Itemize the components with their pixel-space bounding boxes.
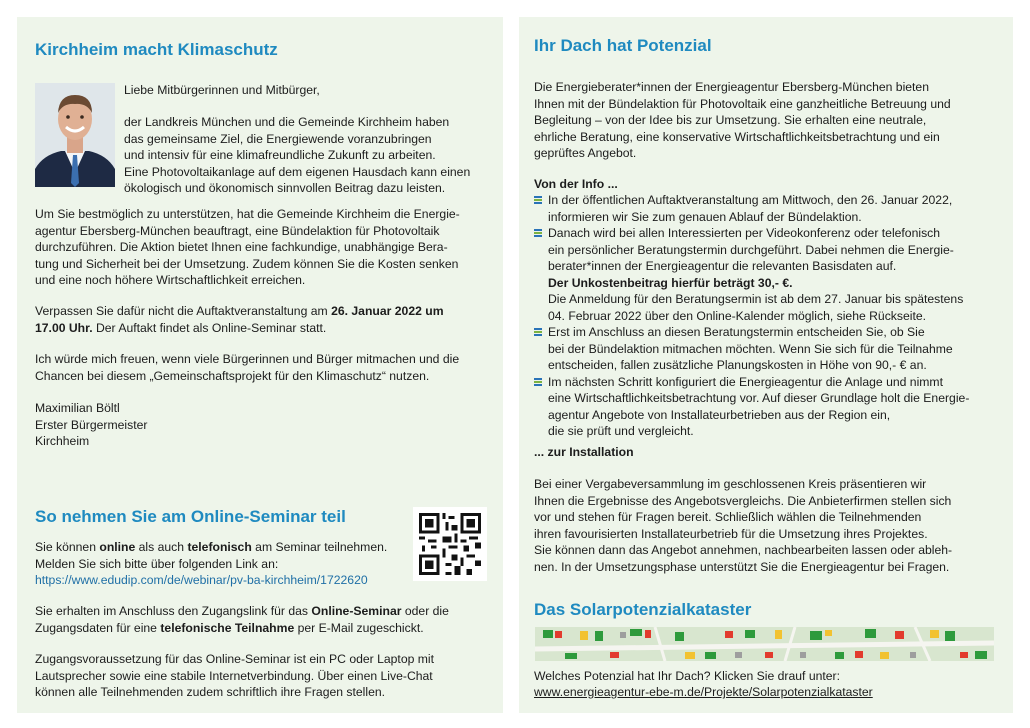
installation-subheading: ... zur Installation [534,445,634,459]
heading-dach-potenzial: Ihr Dach hat Potenzial [534,36,712,55]
left-panel [17,17,503,713]
kataster-link[interactable]: www.energieagentur-ebe-m.de/Projekte/Solarpotenzialkataster [534,685,873,699]
support-paragraph: Um Sie bestmöglich zu unterstützen, hat die Gemeinde Kirchheim die Energie- agentur Ebersberg-München beauftragt, eine Bündelaktion für Photovoltaik durchzuführen. Die Aktion bietet Ihnen eine fachkundige, unabhängige Bera- tung und Sicherheit bei der Umsetzung. Zudem können Sie die Kosten senken und eine noch höhere Wirtschaftlichkeit erreichen. [35,207,460,287]
event-paragraph: Verpassen Sie dafür nicht die Auftaktveranstaltung am 26. Januar 2022 um 17.00 Uhr. Der Auftakt findet als Online-Seminar statt. [35,304,444,335]
list-item: Danach wird bei allen Interessierten per Videokonferenz oder telefonisch ein persönlicher Beratungstermin durchgeführt. Dabei nehmen die Energie- berater*innen der Energieagentur die relevanten Basisdaten auf. Der Unkostenbeitrag hierfür beträgt 30,- €. Die Anmeldung für den Beratungsermin ist ab dem 27. Januar bis spätestens 04. Februar 2022 über den Online-Kalender möglich, siehe Rückseite. [534,225,969,324]
heading-online-seminar: So nehmen Sie am Online-Seminar teil [35,507,346,526]
list-item: Im nächsten Schritt konfiguriert die Energieagentur die Anlage und nimmt eine Wirtschaftlichkeitsbetrachtung vor. Auf dieser Grundlage holt die Energie- agentur Angebote von Installateurbetrieben aus der Region ein, die sie prüft und vergleicht. [534,374,969,440]
seminar-paragraph-3: Zugangsvoraussetzung für das Online-Seminar ist ein PC oder Laptop mit Lautsprecher sowie eine stabile Internetverbindung. Über einen Live-Chat können alle Teilnehmenden zudem schriftlich ihre Fragen stellen. [35,652,435,699]
seminar-paragraph-1: Sie können online als auch telefonisch am Seminar teilnehmen. Melden Sie sich bitte über folgenden Link an: https://www.edudip.com/de/webinar/pv-ba-kirchheim/1722620 [35,540,388,587]
info-subheading: Von der Info ... [534,177,618,191]
process-steps-list [534,192,969,440]
kataster-caption: Welches Potenzial hat Ihr Dach? Klicken Sie drauf unter: [534,669,840,683]
webinar-qr-code[interactable] [413,507,487,581]
energieberater-paragraph: Die Energieberater*innen der Energieagentur Ebersberg-München bieten Ihnen mit der Bündelaktion für Photovoltaik eine ganzheitliche Betreuung und Begleitung – von der Idee bis zur Umsetzung. Sie erhalten eine neutrale, ehrliche Beratung, eine konservative Wirtschaftlichkeitsbetrachtung und ein geprüftes Angebot. [534,80,951,160]
bullet-icon [534,229,542,237]
intro-paragraph: der Landkreis München und die Gemeinde Kirchheim haben das gemeinsame Ziel, die Energiewende voranzubringen und intensiv für eine klimafreundliche Zukunft zu arbeiten. Eine Photovoltaikanlage auf dem eigenen Hausdach kann einen ökologisch und ökonomisch sinnvollen Beitrag dazu leisten. [124,115,471,195]
greeting: Liebe Mitbürgerinnen und Mitbürger, [124,83,320,97]
heading-kirchheim-klimaschutz: Kirchheim macht Klimaschutz [35,40,278,59]
webinar-link[interactable]: https://www.edudip.com/de/webinar/pv-ba-kirchheim/1722620 [35,573,368,587]
right-panel [519,17,1013,713]
seminar-paragraph-2: Sie erhalten im Anschluss den Zugangslink für das Online-Seminar oder die Zugangsdaten für eine telefonische Teilnahme per E-Mail zugeschickt. [35,604,449,635]
heading-solarpotenzialkataster: Das Solarpotenzialkataster [534,600,752,619]
list-item: Erst im Anschluss an diesen Beratungstermin entscheiden Sie, ob Sie bei der Bündelaktion mitmachen möchten. Wenn Sie sich für die Teilnahme entscheiden, fallen zusätzliche Planungskosten in Höhe von 90,- € an. [534,324,969,374]
solar-cadastre-map-image[interactable] [535,627,994,661]
installation-paragraph: Bei einer Vergabeversammlung im geschlossenen Kreis präsentieren wir Ihnen die Ergebnisse des Angebotsvergleichs. Die Anbieterfirmen stellen sich vor und stehen für Fragen bereit. Schließlich wählen die Teilnehmenden ihren favourisierten Installateurbetrieb für die Umsetzung ihres Projektes. Sie können dann das Angebot annehmen, nachbearbeiten lassen oder ableh- nen. In der Umsetzungsphase unterstützt Sie die Energieagentur bei Fragen. [534,477,953,574]
bullet-icon [534,328,542,336]
bullet-icon [534,378,542,386]
list-item: In der öffentlichen Auftaktveranstaltung am Mittwoch, den 26. Januar 2022, informieren wir Sie zum genauen Ablauf der Bündelaktion. [534,192,969,225]
bullet-icon [534,196,542,204]
closing-paragraph: Ich würde mich freuen, wenn viele Bürgerinnen und Bürger mitmachen und die Chancen bei diesem „Gemeinschaftsprojekt für den Klimaschutz“ nutzen. [35,352,460,383]
mayor-portrait [35,83,115,187]
signature: Maximilian Böltl Erster Bürgermeister Kirchheim [35,401,148,448]
